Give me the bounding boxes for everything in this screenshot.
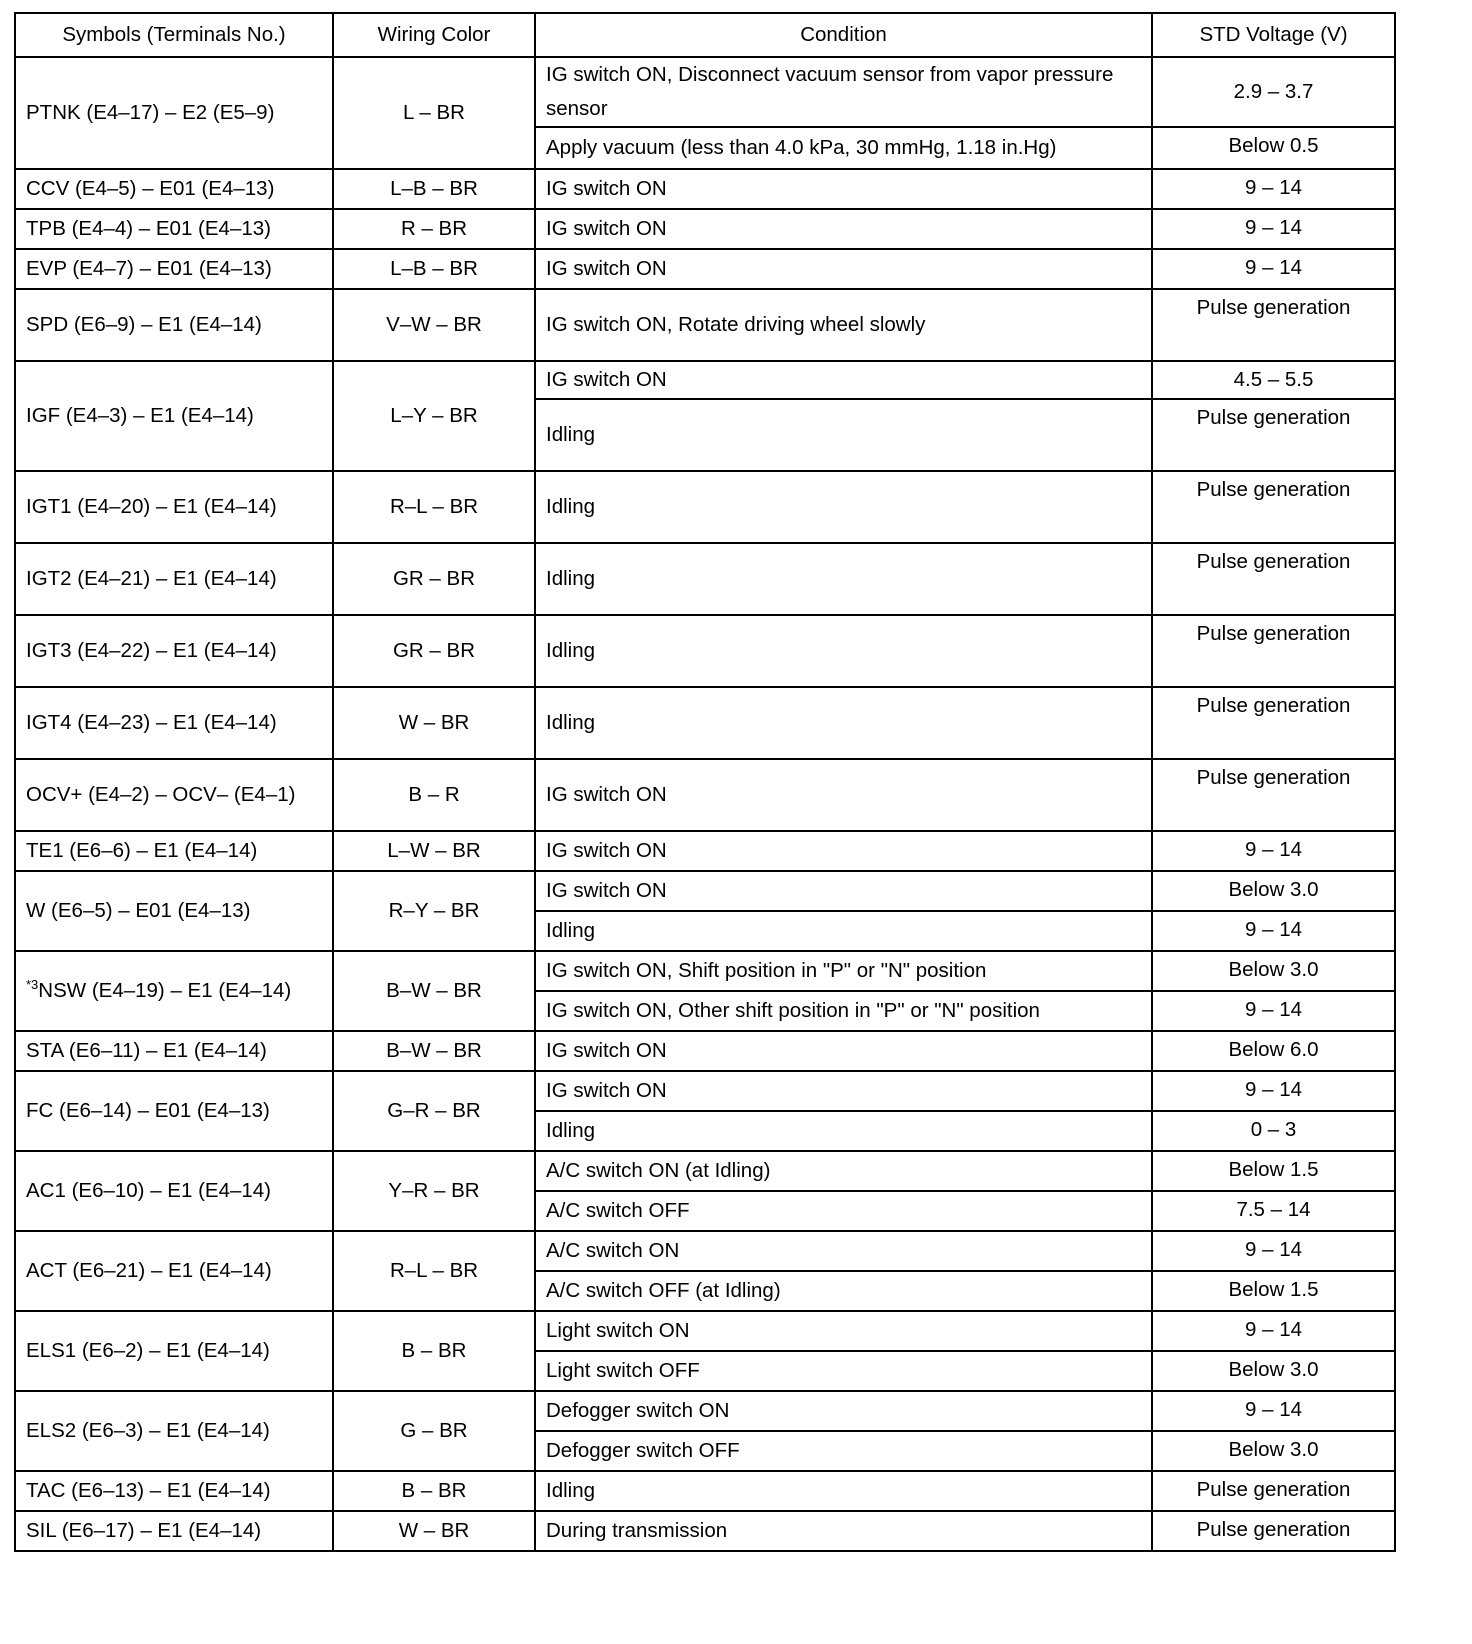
terminal-symbol-text: SIL (E6–17) – E1 (E4–14) <box>26 1518 262 1542</box>
terminal-symbol-text: EVP (E4–7) – E01 (E4–13) <box>26 256 272 280</box>
wiring-color: L–B – BR <box>333 169 535 209</box>
condition-cell: A/C switch OFF (at Idling) <box>535 1271 1152 1311</box>
table-header-row <box>15 13 1395 57</box>
terminal-symbol <box>15 1231 333 1311</box>
table-row <box>15 951 1395 991</box>
terminal-symbol <box>15 57 333 169</box>
table-row <box>15 169 1395 209</box>
terminal-symbol <box>15 1511 333 1551</box>
condition-cell: IG switch ON, Rotate driving wheel slowly <box>535 289 1152 361</box>
std-voltage-cell: 9 – 14 <box>1152 831 1395 871</box>
terminal-symbol-text: PTNK (E4–17) – E2 (E5–9) <box>26 100 275 124</box>
table-row <box>15 1471 1395 1511</box>
std-voltage-cell: Pulse generation <box>1152 759 1395 831</box>
std-voltage-cell: Pulse generation <box>1152 687 1395 759</box>
std-voltage-cell: Below 3.0 <box>1152 951 1395 991</box>
terminal-symbol <box>15 249 333 289</box>
terminal-symbol <box>15 209 333 249</box>
std-voltage-cell: Below 3.0 <box>1152 1431 1395 1471</box>
terminal-symbol <box>15 1031 333 1071</box>
condition-cell: Idling <box>535 543 1152 615</box>
terminal-symbol <box>15 1471 333 1511</box>
condition-cell: Idling <box>535 1111 1152 1151</box>
terminal-symbol-text: IGT1 (E4–20) – E1 (E4–14) <box>26 494 277 518</box>
table-row <box>15 1391 1395 1431</box>
wiring-color: L–W – BR <box>333 831 535 871</box>
table-row <box>15 615 1395 687</box>
terminal-symbol-text: IGT2 (E4–21) – E1 (E4–14) <box>26 566 277 590</box>
wiring-color: R–L – BR <box>333 1231 535 1311</box>
terminal-symbol <box>15 361 333 471</box>
wiring-color: B – BR <box>333 1311 535 1391</box>
header-symbols: Symbols (Terminals No.) <box>15 13 333 57</box>
std-voltage-cell: Below 3.0 <box>1152 1351 1395 1391</box>
wiring-color: G–R – BR <box>333 1071 535 1151</box>
std-voltage-cell: Pulse generation <box>1152 289 1395 361</box>
table-row <box>15 249 1395 289</box>
condition-cell: Idling <box>535 687 1152 759</box>
condition-cell: IG switch ON <box>535 249 1152 289</box>
wiring-color: R–L – BR <box>333 471 535 543</box>
wiring-color: W – BR <box>333 1511 535 1551</box>
terminal-symbol <box>15 615 333 687</box>
wiring-color: B – BR <box>333 1471 535 1511</box>
symbol-footnote-mark: *3 <box>26 976 39 992</box>
terminal-symbol <box>15 759 333 831</box>
terminal-symbol-text: ACT (E6–21) – E1 (E4–14) <box>26 1258 272 1282</box>
table-row <box>15 831 1395 871</box>
std-voltage-cell: 9 – 14 <box>1152 1231 1395 1271</box>
table-row <box>15 1311 1395 1351</box>
condition-cell: Defogger switch ON <box>535 1391 1152 1431</box>
condition-cell: IG switch ON <box>535 1071 1152 1111</box>
std-voltage-cell: Below 1.5 <box>1152 1151 1395 1191</box>
terminal-symbol-text: TAC (E6–13) – E1 (E4–14) <box>26 1478 271 1502</box>
condition-cell: IG switch ON <box>535 169 1152 209</box>
std-voltage-cell: Below 1.5 <box>1152 1271 1395 1311</box>
table-row <box>15 1151 1395 1191</box>
header-condition: Condition <box>535 13 1152 57</box>
terminal-symbol-text: CCV (E4–5) – E01 (E4–13) <box>26 176 275 200</box>
terminal-symbol-text: ELS1 (E6–2) – E1 (E4–14) <box>26 1338 270 1362</box>
std-voltage-cell: Pulse generation <box>1152 399 1395 471</box>
condition-cell: Apply vacuum (less than 4.0 kPa, 30 mmHg, 1.18 in.Hg) <box>535 127 1152 169</box>
condition-cell: During transmission <box>535 1511 1152 1551</box>
terminal-symbol <box>15 1151 333 1231</box>
terminal-symbol-text: OCV+ (E4–2) – OCV– (E4–1) <box>26 782 296 806</box>
wiring-color: B – R <box>333 759 535 831</box>
table-row <box>15 1071 1395 1111</box>
terminal-symbol <box>15 1391 333 1471</box>
std-voltage-cell: Below 3.0 <box>1152 871 1395 911</box>
condition-cell: A/C switch OFF <box>535 1191 1152 1231</box>
terminal-symbol <box>15 871 333 951</box>
wiring-color: L–Y – BR <box>333 361 535 471</box>
terminal-symbol <box>15 687 333 759</box>
std-voltage-cell: 9 – 14 <box>1152 1311 1395 1351</box>
condition-cell: Idling <box>535 615 1152 687</box>
table-row <box>15 361 1395 399</box>
table-row <box>15 289 1395 361</box>
terminal-symbol-text: W (E6–5) – E01 (E4–13) <box>26 898 251 922</box>
condition-cell: IG switch ON <box>535 831 1152 871</box>
table-row <box>15 57 1395 127</box>
wiring-color: L–B – BR <box>333 249 535 289</box>
std-voltage-cell: Pulse generation <box>1152 543 1395 615</box>
std-voltage-cell: 4.5 – 5.5 <box>1152 361 1395 399</box>
std-voltage-cell: 2.9 – 3.7 <box>1152 57 1395 127</box>
condition-cell: IG switch ON, Other shift position in "P" or "N" position <box>535 991 1152 1031</box>
condition-cell: Idling <box>535 911 1152 951</box>
wiring-color: V–W – BR <box>333 289 535 361</box>
condition-cell: Defogger switch OFF <box>535 1431 1152 1471</box>
condition-cell: IG switch ON <box>535 871 1152 911</box>
std-voltage-cell: 0 – 3 <box>1152 1111 1395 1151</box>
condition-cell: IG switch ON <box>535 759 1152 831</box>
terminal-symbol-text: TE1 (E6–6) – E1 (E4–14) <box>26 838 258 862</box>
wiring-color: R – BR <box>333 209 535 249</box>
wiring-color: L – BR <box>333 57 535 169</box>
header-std-voltage: STD Voltage (V) <box>1152 13 1395 57</box>
wiring-color: GR – BR <box>333 543 535 615</box>
terminal-symbol-text: STA (E6–11) – E1 (E4–14) <box>26 1038 267 1062</box>
condition-cell: Light switch ON <box>535 1311 1152 1351</box>
terminal-symbol <box>15 951 333 1031</box>
terminal-symbol <box>15 169 333 209</box>
std-voltage-cell: 7.5 – 14 <box>1152 1191 1395 1231</box>
std-voltage-cell: 9 – 14 <box>1152 991 1395 1031</box>
table-row <box>15 1231 1395 1271</box>
terminal-symbol <box>15 1311 333 1391</box>
std-voltage-cell: Below 6.0 <box>1152 1031 1395 1071</box>
condition-cell: Light switch OFF <box>535 1351 1152 1391</box>
condition-cell: IG switch ON <box>535 209 1152 249</box>
std-voltage-cell: Pulse generation <box>1152 615 1395 687</box>
terminal-symbol-text: NSW (E4–19) – E1 (E4–14) <box>38 978 292 1002</box>
std-voltage-cell: Pulse generation <box>1152 1471 1395 1511</box>
std-voltage-cell: 9 – 14 <box>1152 169 1395 209</box>
terminal-symbol <box>15 289 333 361</box>
terminal-symbol <box>15 543 333 615</box>
table-row <box>15 759 1395 831</box>
condition-cell: A/C switch ON (at Idling) <box>535 1151 1152 1191</box>
condition-cell: Idling <box>535 399 1152 471</box>
wiring-color: W – BR <box>333 687 535 759</box>
std-voltage-cell: 9 – 14 <box>1152 249 1395 289</box>
std-voltage-cell: 9 – 14 <box>1152 1071 1395 1111</box>
terminal-voltage-table <box>14 12 1396 1552</box>
terminal-symbol-text: IGT4 (E4–23) – E1 (E4–14) <box>26 710 277 734</box>
terminal-symbol <box>15 831 333 871</box>
condition-cell: IG switch ON <box>535 361 1152 399</box>
terminal-symbol-text: SPD (E6–9) – E1 (E4–14) <box>26 312 262 336</box>
table-row <box>15 209 1395 249</box>
wiring-color: R–Y – BR <box>333 871 535 951</box>
condition-cell: Idling <box>535 1471 1152 1511</box>
wiring-color: G – BR <box>333 1391 535 1471</box>
std-voltage-cell: 9 – 14 <box>1152 1391 1395 1431</box>
terminal-voltage-document <box>14 12 1396 1552</box>
wiring-color: Y–R – BR <box>333 1151 535 1231</box>
table-row <box>15 543 1395 615</box>
wiring-color: B–W – BR <box>333 951 535 1031</box>
table-row <box>15 1031 1395 1071</box>
wiring-color: B–W – BR <box>333 1031 535 1071</box>
terminal-symbol-text: ELS2 (E6–3) – E1 (E4–14) <box>26 1418 270 1442</box>
table-row <box>15 687 1395 759</box>
std-voltage-cell: 9 – 14 <box>1152 911 1395 951</box>
terminal-symbol-text: TPB (E4–4) – E01 (E4–13) <box>26 216 271 240</box>
terminal-symbol <box>15 471 333 543</box>
table-row <box>15 1511 1395 1551</box>
condition-cell: IG switch ON, Disconnect vacuum sensor from vapor pressure sensor <box>535 57 1152 127</box>
std-voltage-cell: Pulse generation <box>1152 471 1395 543</box>
terminal-symbol-text: AC1 (E6–10) – E1 (E4–14) <box>26 1178 271 1202</box>
table-row <box>15 471 1395 543</box>
terminal-symbol-text: IGT3 (E4–22) – E1 (E4–14) <box>26 638 277 662</box>
condition-cell: A/C switch ON <box>535 1231 1152 1271</box>
std-voltage-cell: 9 – 14 <box>1152 209 1395 249</box>
terminal-symbol-text: IGF (E4–3) – E1 (E4–14) <box>26 403 254 427</box>
std-voltage-cell: Below 0.5 <box>1152 127 1395 169</box>
condition-cell: IG switch ON <box>535 1031 1152 1071</box>
wiring-color: GR – BR <box>333 615 535 687</box>
terminal-symbol <box>15 1071 333 1151</box>
table-row <box>15 871 1395 911</box>
table-body <box>15 57 1395 1551</box>
condition-cell: Idling <box>535 471 1152 543</box>
std-voltage-cell: Pulse generation <box>1152 1511 1395 1551</box>
terminal-symbol-text: FC (E6–14) – E01 (E4–13) <box>26 1098 270 1122</box>
header-wiring-color: Wiring Color <box>333 13 535 57</box>
condition-cell: IG switch ON, Shift position in "P" or "N" position <box>535 951 1152 991</box>
